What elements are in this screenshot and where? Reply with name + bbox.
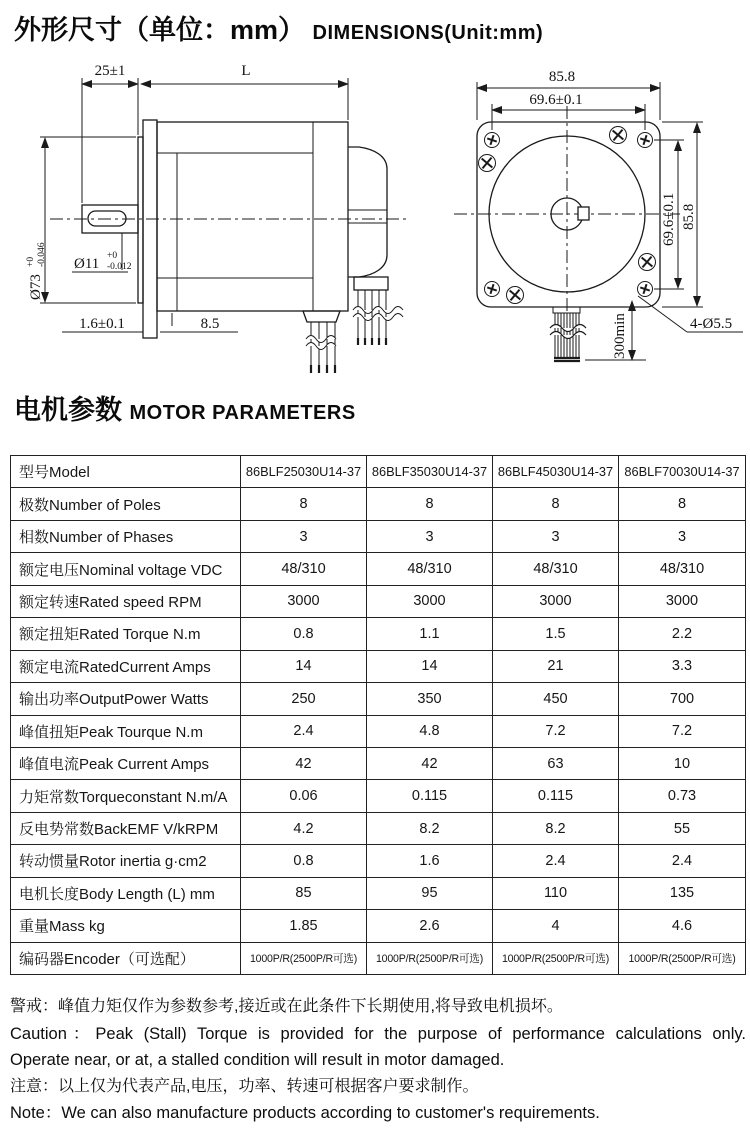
dim-front-width-label: 85.8 xyxy=(548,69,576,85)
param-value: 95 xyxy=(367,877,493,909)
param-value: 3000 xyxy=(619,585,746,617)
table-row xyxy=(11,877,746,909)
param-label: 峰值电流Peak Current Amps xyxy=(11,747,241,779)
param-value: 1.85 xyxy=(241,910,367,942)
table-row xyxy=(11,812,746,844)
param-value: 3.3 xyxy=(619,650,746,682)
param-value: 55 xyxy=(619,812,746,844)
dim-shaft-length-label: 25±1 xyxy=(94,63,126,79)
param-label: 输出功率OutputPower Watts xyxy=(11,683,241,715)
caution-text-en-2: Operate near, or at, a stalled condition will result in motor damaged. xyxy=(10,1051,505,1069)
param-value: 8.2 xyxy=(367,812,493,844)
param-value: 0.8 xyxy=(241,845,367,877)
param-label: 额定电压Nominal voltage VDC xyxy=(11,553,241,585)
param-value: 2.2 xyxy=(619,618,746,650)
table-row xyxy=(11,715,746,747)
dim-flange-thickness xyxy=(160,313,238,332)
param-label: 编码器Encoder（可选配） xyxy=(11,942,241,974)
dim-mounting-holes-label: 4-Ø5.5 xyxy=(690,316,733,332)
connector-wires xyxy=(353,290,403,345)
param-value: 135 xyxy=(619,877,746,909)
param-label: 极数Number of Poles xyxy=(11,488,241,520)
shaft-key xyxy=(578,207,589,220)
table-row xyxy=(11,488,746,520)
parameters-table xyxy=(10,455,746,975)
dim-hole-span-h-label: 69.6±0.1 xyxy=(529,92,583,108)
param-value: 86BLF25030U14-37 xyxy=(241,456,367,488)
param-value: 8.2 xyxy=(493,812,619,844)
page-title-en: DIMENSIONS(Unit:mm) xyxy=(312,22,544,44)
param-value: 42 xyxy=(241,747,367,779)
dim-shaft-length xyxy=(82,63,138,203)
warning-text-cn: 警戒：峰值力矩仅作为参数参考,接近或在此条件下长期使用,将导致电机损坏。 xyxy=(10,998,563,1015)
param-value: 1.1 xyxy=(367,618,493,650)
param-value: 2.4 xyxy=(493,845,619,877)
param-value: 1000P/R(2500P/R可选) xyxy=(493,942,619,974)
dim-flange-thickness-label: 8.5 xyxy=(200,316,220,332)
table-row xyxy=(11,780,746,812)
param-value: 10 xyxy=(619,747,746,779)
param-value: 0.115 xyxy=(367,780,493,812)
dim-hole-span-h xyxy=(492,92,645,130)
param-value: 48/310 xyxy=(367,553,493,585)
dim-shaft-tol-minus: -0.012 xyxy=(107,262,132,272)
param-value: 8 xyxy=(619,488,746,520)
param-value: 0.8 xyxy=(241,618,367,650)
dim-body-length xyxy=(141,63,348,120)
table-row xyxy=(11,845,746,877)
param-label: 重量Mass kg xyxy=(11,910,241,942)
table-row xyxy=(11,618,746,650)
param-label: 反电势常数BackEMF V/kRPM xyxy=(11,812,241,844)
param-value: 4.8 xyxy=(367,715,493,747)
dim-mounting-holes xyxy=(638,296,743,332)
dim-shaft-tol-plus: +0 xyxy=(107,251,118,261)
param-label: 额定转速Rated speed RPM xyxy=(11,585,241,617)
param-label: 型号Model xyxy=(11,456,241,488)
param-label: 相数Number of Phases xyxy=(11,520,241,552)
param-value: 450 xyxy=(493,683,619,715)
mounting-flange xyxy=(143,120,157,338)
page-title xyxy=(14,8,543,47)
param-value: 85 xyxy=(241,877,367,909)
param-label: 力矩常数Torqueconstant N.m/A xyxy=(11,780,241,812)
dim-hole-span-v-label: 69.6±0.1 xyxy=(661,192,677,246)
param-value: 48/310 xyxy=(619,553,746,585)
param-value: 14 xyxy=(367,650,493,682)
param-value: 1000P/R(2500P/R可选) xyxy=(367,942,493,974)
param-value: 3 xyxy=(619,520,746,552)
param-value: 86BLF35030U14-37 xyxy=(367,456,493,488)
pilot-boss xyxy=(138,137,143,303)
param-value: 1000P/R(2500P/R可选) xyxy=(619,942,746,974)
section-title xyxy=(14,388,356,427)
dim-pilot-diameter-label: Ø73 xyxy=(28,274,44,300)
dim-wire-length xyxy=(585,301,646,360)
table-row xyxy=(11,553,746,585)
param-label: 电机长度Body Length (L) mm xyxy=(11,877,241,909)
param-value: 3000 xyxy=(241,585,367,617)
param-label: 额定电流RatedCurrent Amps xyxy=(11,650,241,682)
param-value: 14 xyxy=(241,650,367,682)
note-text-en: Note：We can also manufacture products according to customer's requirements. xyxy=(10,1104,600,1122)
dim-shaft-diameter-label: Ø11 xyxy=(74,256,100,272)
table-row xyxy=(11,910,746,942)
param-label: 转动惯量Rotor inertia g·cm2 xyxy=(11,845,241,877)
param-value: 110 xyxy=(493,877,619,909)
front-view-drawing xyxy=(450,60,750,390)
param-value: 3 xyxy=(493,520,619,552)
param-value: 63 xyxy=(493,747,619,779)
side-view-drawing xyxy=(10,60,450,390)
param-value: 0.73 xyxy=(619,780,746,812)
note-text-cn: 注意：以上仅为代表产品,电压，功率、转速可根据客户要求制作。 xyxy=(10,1077,479,1095)
param-value: 21 xyxy=(493,650,619,682)
page-title-cn: 外形尺寸（单位：mm） xyxy=(14,15,306,45)
param-value: 3000 xyxy=(493,585,619,617)
table-row xyxy=(11,747,746,779)
param-value: 4 xyxy=(493,910,619,942)
dim-body-length-label: L xyxy=(241,63,251,79)
param-label: 额定扭矩Rated Torque N.m xyxy=(11,618,241,650)
param-value: 86BLF45030U14-37 xyxy=(493,456,619,488)
param-value: 4.2 xyxy=(241,812,367,844)
motor-body xyxy=(157,122,348,311)
dim-shaft-diameter xyxy=(72,233,132,272)
param-value: 1.5 xyxy=(493,618,619,650)
dim-pilot-diameter xyxy=(26,137,136,303)
param-value: 250 xyxy=(241,683,367,715)
param-value: 7.2 xyxy=(619,715,746,747)
dim-wire-length-label: 300min xyxy=(612,313,628,359)
param-value: 0.115 xyxy=(493,780,619,812)
section-title-cn: 电机参数 xyxy=(14,395,122,425)
param-value: 0.06 xyxy=(241,780,367,812)
param-value: 8 xyxy=(493,488,619,520)
parameters-table-wrap xyxy=(10,455,745,975)
param-label: 峰值扭矩Peak Tourque N.m xyxy=(11,715,241,747)
table-row xyxy=(11,650,746,682)
param-value: 3 xyxy=(367,520,493,552)
front-wire-bundle xyxy=(550,307,586,361)
param-value: 3 xyxy=(241,520,367,552)
motor-side-outline xyxy=(50,120,410,338)
param-value: 48/310 xyxy=(493,553,619,585)
param-value: 8 xyxy=(367,488,493,520)
param-value: 7.2 xyxy=(493,715,619,747)
param-value: 1.6 xyxy=(367,845,493,877)
param-value: 2.4 xyxy=(619,845,746,877)
dim-front-height-label: 85.8 xyxy=(681,203,697,230)
param-value: 2.6 xyxy=(367,910,493,942)
table-row-encoder xyxy=(11,942,746,974)
param-value: 350 xyxy=(367,683,493,715)
caution-text-en: Caution：Peak (Stall) Torque is provided for the purpose of performance calculations only. xyxy=(10,1024,746,1043)
param-value: 42 xyxy=(367,747,493,779)
param-value: 48/310 xyxy=(241,553,367,585)
param-value: 3000 xyxy=(367,585,493,617)
param-value: 2.4 xyxy=(241,715,367,747)
param-value: 86BLF70030U14-37 xyxy=(619,456,746,488)
notes-section xyxy=(10,998,746,1131)
dim-boss-height-label: 1.6±0.1 xyxy=(79,316,125,332)
param-value: 8 xyxy=(241,488,367,520)
table-row xyxy=(11,585,746,617)
dim-boss-height xyxy=(62,316,143,332)
param-value: 1000P/R(2500P/R可选) xyxy=(241,942,367,974)
bottom-cable-gland xyxy=(303,311,340,373)
table-row xyxy=(11,520,746,552)
dim-pilot-tol-plus: +0 xyxy=(26,256,36,267)
param-value: 700 xyxy=(619,683,746,715)
table-row-model xyxy=(11,456,746,488)
param-value: 4.6 xyxy=(619,910,746,942)
table-row xyxy=(11,683,746,715)
section-title-en: MOTOR PARAMETERS xyxy=(129,402,356,424)
dim-pilot-tol-minus: -0.046 xyxy=(37,242,47,267)
